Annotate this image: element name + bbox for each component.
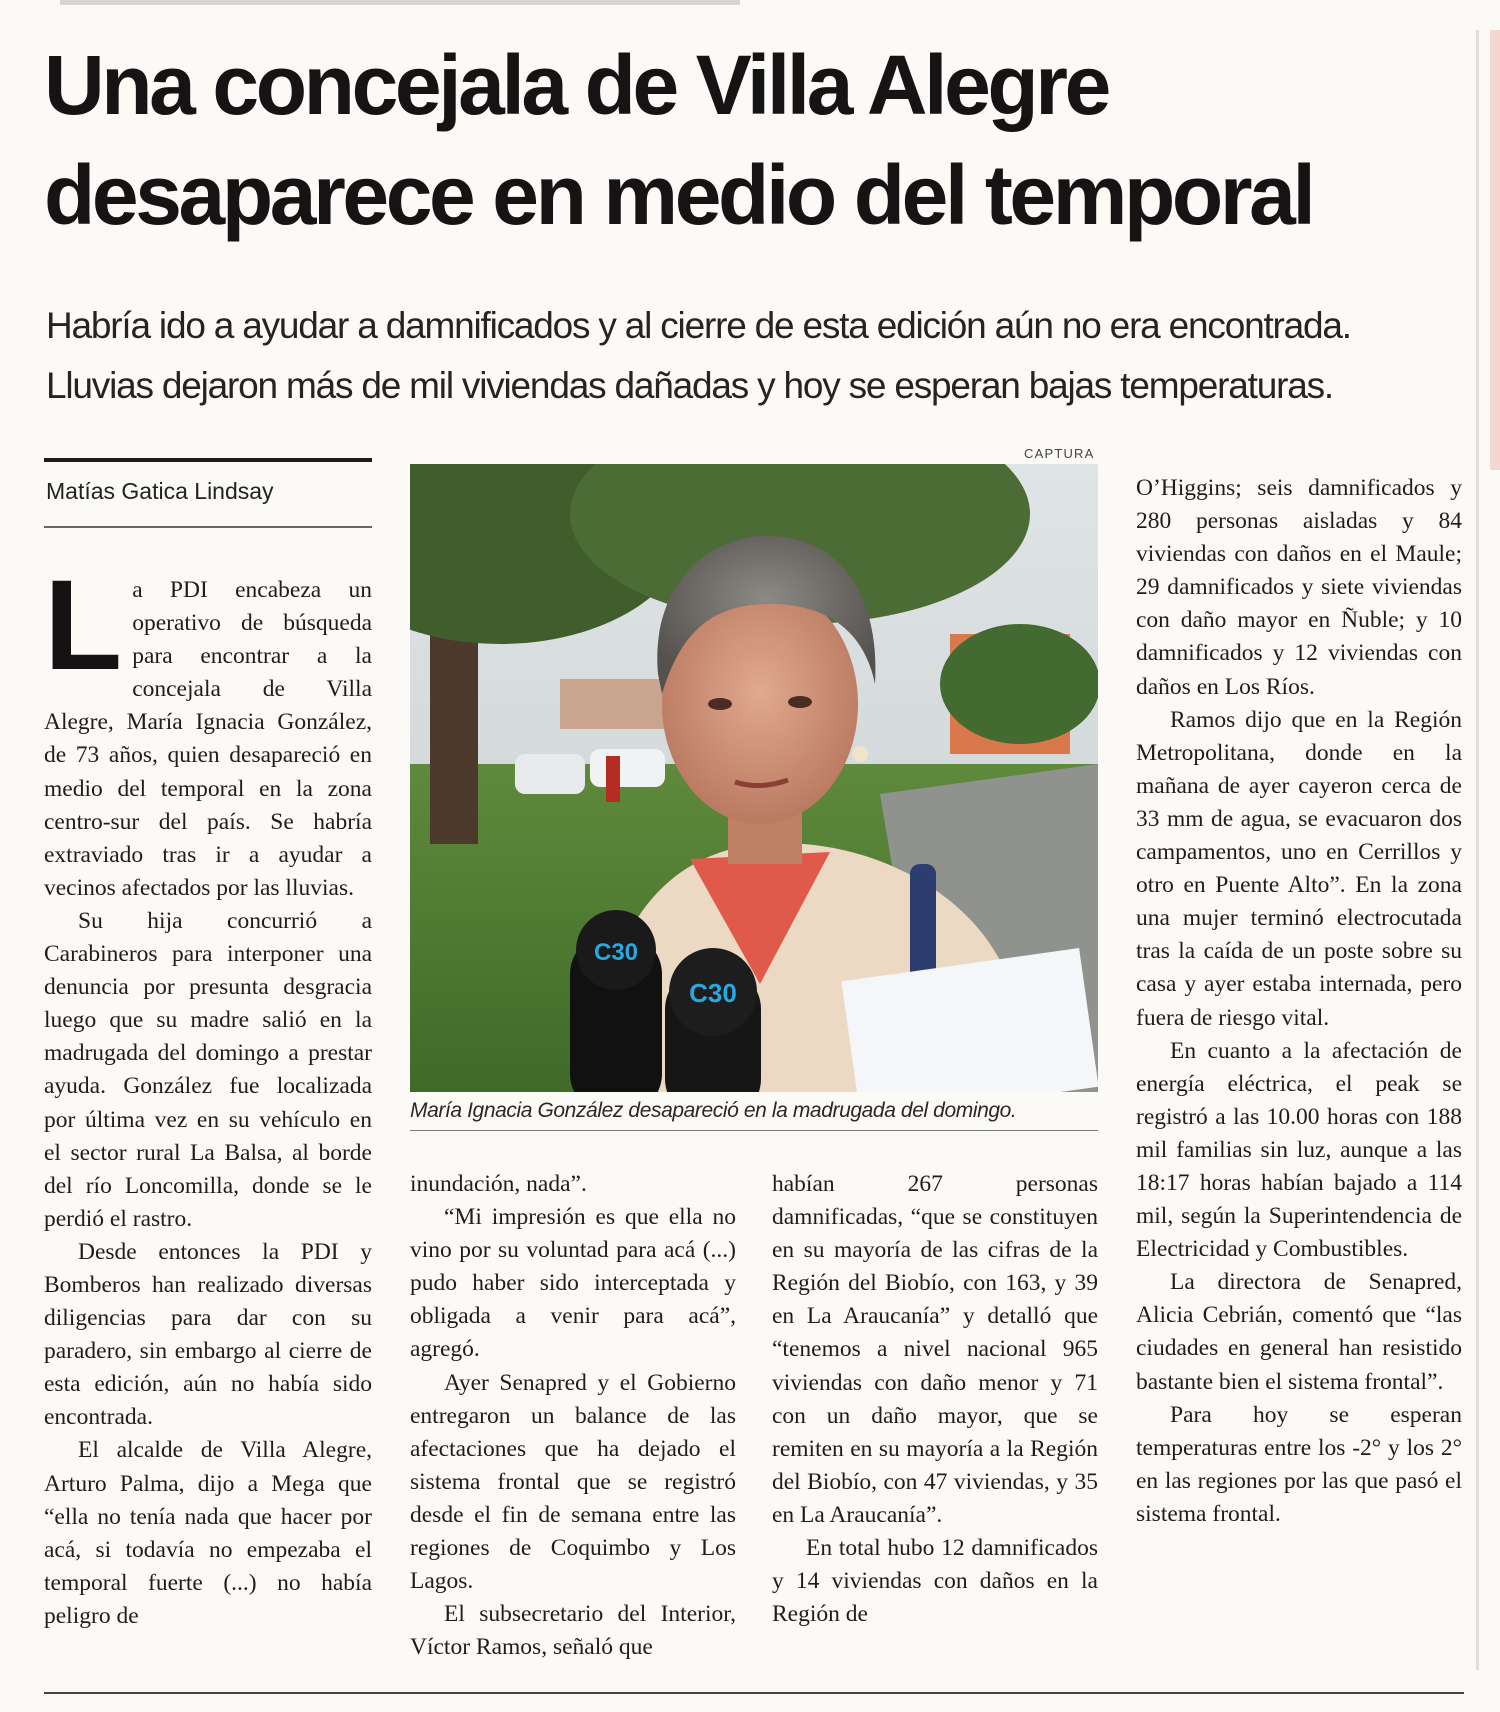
- drop-cap: L: [44, 554, 123, 697]
- article-photo: [410, 464, 1098, 1092]
- paragraph-5: inundación, nada”.: [410, 1171, 587, 1197]
- paragraph-7: Ayer Senapred y el Gobierno entregaron un balance de las afectaciones que ha dejado el sistema frontal que se registró desde el fin de semana entre las regiones de Coquimbo y Los Lagos.: [410, 1369, 736, 1595]
- parked-car-1: [515, 754, 585, 794]
- paragraph-3: Desde entonces la PDI y Bomberos han realizado diversas diligencias para dar con su paradero, sin embargo al cierre de esta edición, aún no había sido encontrada.: [44, 1238, 372, 1431]
- paragraph-10: En total hubo 12 damnificados y 14 viviendas con daños en la Región de: [772, 1535, 1098, 1628]
- paragraph-14: La directora de Senapred, Alicia Cebrián, comentó que “las ciudades en general han resistido bastante bien el sistema frontal”.: [1136, 1269, 1462, 1395]
- parked-car-2: [590, 749, 665, 787]
- paragraph-9: habían 267 personas damnificadas, “que se constituyen en su mayoría de las cifras de la Región del Biobío, con 163, y 39 en La Araucanía” y detalló que “tenemos a nivel nacional 965 viviendas con daño menor y 71 con un daño mayor, que se remiten en su mayoría a la Región del Biobío, con 47 viviendas, y 35 en La Araucanía”.: [772, 1171, 1098, 1528]
- byline-divider: [44, 526, 372, 528]
- column-2: [410, 1168, 736, 1664]
- deck-line-2: Lluvias dejaron más de mil viviendas dañadas y hoy se esperan bajas temperaturas.: [46, 365, 1333, 406]
- page-edge: [1476, 30, 1479, 1670]
- adjacent-page-accent: [1490, 30, 1500, 470]
- byline: Matías Gatica Lindsay: [46, 478, 274, 504]
- bottom-rule: [44, 1692, 1464, 1694]
- paragraph-4: El alcalde de Villa Alegre, Arturo Palma, dijo a Mega que “ella no tenía nada que hacer por acá, si todavía no empezaba el temporal fuerte (...) no había peligro de: [44, 1437, 372, 1629]
- photo-credit: CAPTURA: [1024, 446, 1095, 461]
- deck-subheadline: [46, 296, 1466, 416]
- byline-rule: [44, 458, 372, 462]
- column-4: [1136, 472, 1462, 1531]
- headline-line-2: desaparece en medio del temporal: [44, 148, 1313, 242]
- left-eye: [708, 698, 732, 710]
- paragraph-1-text: a PDI encabeza un operativo de búsqueda para encontrar a la concejala de Villa Alegre, María Ignacia González, de 73 años, quien desapareció en medio del temporal en la zona centro-sur del país. Se habría extraviado tras ir a ayudar a vecinos afectados por las lluvias.: [44, 577, 372, 901]
- column-3: [772, 1168, 1098, 1631]
- paragraph-2: Su hija concurrió a Carabineros para interponer una denuncia por presunta desgracia luego que su madre salió en la madrugada del domingo a prestar ayuda. González fue localizada por última vez en su vehículo en el sector rural La Balsa, al borde del río Loncomilla, donde se le perdió el rastro.: [44, 907, 372, 1232]
- paragraph-6: “Mi impresión es que ella no vino por su voluntad para acá (...) pudo haber sido interceptada y obligada a venir para acá”, agregó.: [410, 1204, 736, 1363]
- paragraph-13: En cuanto a la afectación de energía eléctrica, el peak se registró a las 10.00 horas con 188 mil familias sin luz, aunque a las 18:17 horas habían bajado a 114 mil, según la Superintendencia de Electricidad y Combustibles.: [1136, 1037, 1462, 1263]
- distant-building: [560, 679, 670, 729]
- earring: [852, 746, 868, 762]
- top-rule: [60, 0, 740, 5]
- paragraph-8: El subsecretario del Interior, Víctor Ramos, señaló que: [410, 1601, 736, 1661]
- headline-line-1: Una concejala de Villa Alegre: [44, 38, 1108, 132]
- photo-illustration: [410, 464, 1098, 1092]
- photo-caption: María Ignacia González desapareció en la madrugada del domingo.: [410, 1094, 1098, 1131]
- deck-line-1: Habría ido a ayudar a damnificados y al cierre de esta edición aún no era encontrada.: [46, 305, 1351, 346]
- headline: [44, 30, 1464, 250]
- paragraph-11: O’Higgins; seis damnificados y 280 personas aisladas y 84 viviendas con daños en el Maule; 29 damnificados y siete viviendas con daño mayor en Ñuble; y 10 damnificados y 12 viviendas con daños en Los Ríos.: [1136, 475, 1462, 700]
- mic-2-logo: C30: [689, 978, 737, 1008]
- right-eye: [788, 696, 812, 708]
- tree-canopy-right: [940, 624, 1098, 744]
- paragraph-1: [44, 554, 372, 905]
- paragraph-12: Ramos dijo que en la Región Metropolitana, donde en la mañana de ayer cayeron cerca de 33 mm de agua, se evacuaron dos campamentos, uno en Cerrillos y otro en Puente Alto”. En la zona una mujer terminó electrocutada tras la caída de un poste sobre su casa y ayer estaba internada, pero fuera de riesgo vital.: [1136, 706, 1462, 1031]
- paragraph-15: Para hoy se esperan temperaturas entre los -2° y los 2° en las regiones por las que pasó el sistema frontal.: [1136, 1401, 1462, 1527]
- column-1: [44, 554, 372, 1633]
- pedestrian: [606, 756, 620, 802]
- mic-1-logo: C30: [593, 939, 639, 966]
